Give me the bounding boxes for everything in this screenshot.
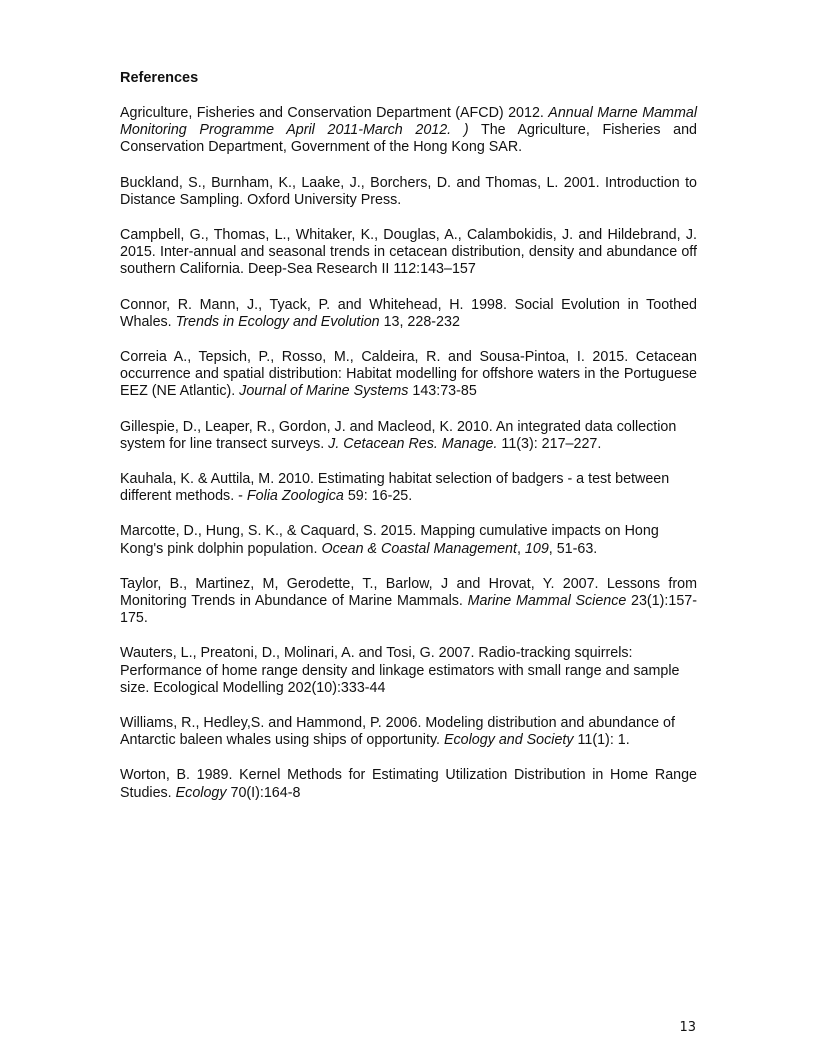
reference-journal: Marine Mammal Science xyxy=(467,593,627,610)
reference-text: Marcotte, D., Hung, S. K., & Caquard, S. 2015. Mapping cumulative impacts on Hong Kong's pink dolphin population. xyxy=(120,523,659,557)
reference-text: Taylor, B., Martinez, M, Gerodette, T., Barlow, J and Hrovat, Y. 2007. Lessons from Monitoring Trends in Abundance of Marine Mammals. xyxy=(120,575,697,610)
reference-text: Gillespie, D., Leaper, R., Gordon, J. and Macleod, K. 2010. An integrated data collection system for line transect surveys. xyxy=(120,418,677,452)
reference-text: 13, 228-232 xyxy=(379,313,460,330)
reference-text: Wauters, L., Preatoni, D., Molinari, A. and Tosi, G. 2007. Radio-tracking squirrels: Performance of home range density and linkage estimators with small range and sample size. Ecological Modelling 202(10):333-44 xyxy=(120,645,680,696)
reference-text: , xyxy=(516,540,525,557)
reference-text: 70(I):164-8 xyxy=(226,784,301,801)
reference-text: Correia A., Tepsich, P., Rosso, M., Caldeira, R. and Sousa-Pintoa, I. 2015. Cetacean occurrence and spatial distribution: Habitat modelling for offshore waters in the Portuguese EEZ (NE Atlantic). xyxy=(120,349,697,400)
reference-journal: J. Cetacean Res. Manage. xyxy=(328,435,498,452)
reference-text: The Agriculture, Fisheries and Conservation Department, Government of the Hong Kong SAR. xyxy=(120,122,697,156)
reference-list xyxy=(120,105,697,820)
page-number: 13 xyxy=(679,1020,696,1035)
reference-text: Connor, R. Mann, J., Tyack, P. and Whitehead, H. 1998. Social Evolution in Toothed Whales. xyxy=(120,296,697,330)
references-heading: References xyxy=(120,70,199,86)
reference-wauters-2007 xyxy=(120,645,697,697)
reference-journal: Trends in Ecology and Evolution xyxy=(175,313,380,330)
reference-text: Agriculture, Fisheries and Conservation Department (AFCD) 2012. xyxy=(120,105,549,121)
reference-taylor-2007 xyxy=(120,576,697,628)
reference-text: 23(1):157-175. xyxy=(120,593,697,627)
reference-journal: Ecology and Society xyxy=(443,732,574,749)
reference-text: Williams, R., Hedley,S. and Hammond, P. 2006. Modeling distribution and abundance of Antarctic baleen whales using ships of opportunity. xyxy=(120,715,675,749)
reference-text: , 51-63. xyxy=(548,540,598,557)
reference-williams-2006 xyxy=(120,715,697,749)
reference-text: 11(1): 1. xyxy=(573,732,630,749)
reference-kauhala-2010 xyxy=(120,471,697,505)
reference-worton-1989 xyxy=(120,767,697,801)
reference-gillespie-2010 xyxy=(120,419,697,453)
reference-correia-2015 xyxy=(120,349,697,401)
reference-text: Kauhala, K. & Auttila, M. 2010. Estimating habitat selection of badgers - a test between different methods. - xyxy=(120,471,670,505)
reference-text: Campbell, G., Thomas, L., Whitaker, K., Douglas, A., Calambokidis, J. and Hildebrand, J. 2015. Inter-annual and seasonal trends in cetacean distribution, density and abundance off southern California. Deep-Sea Research II 112:143–157 xyxy=(120,227,697,278)
reference-title: Annual Marne Mammal Monitoring Programme April 2011-March 2012. ) xyxy=(120,105,697,139)
reference-afcd-2012 xyxy=(120,105,697,157)
reference-journal: Ecology xyxy=(175,784,227,801)
reference-buckland-2001 xyxy=(120,175,697,209)
reference-journal: Journal of Marine Systems xyxy=(239,383,409,400)
reference-journal: Folia Zoologica xyxy=(246,488,344,505)
reference-connor-1998 xyxy=(120,297,697,331)
reference-marcotte-2015 xyxy=(120,523,697,557)
reference-text: Buckland, S., Burnham, K., Laake, J., Borchers, D. and Thomas, L. 2001. Introduction to Distance Sampling. Oxford University Press. xyxy=(120,174,697,208)
reference-journal: Ocean & Coastal Management xyxy=(321,540,517,557)
reference-campbell-2015 xyxy=(120,227,697,279)
reference-text: 143:73-85 xyxy=(408,383,477,400)
reference-text: Worton, B. 1989. Kernel Methods for Estimating Utilization Distribution in Home Range Studies. xyxy=(120,767,697,801)
reference-text: 59: 16-25. xyxy=(343,488,413,505)
reference-volume: 109 xyxy=(524,540,549,557)
reference-text: 11(3): 217–227. xyxy=(497,435,602,452)
